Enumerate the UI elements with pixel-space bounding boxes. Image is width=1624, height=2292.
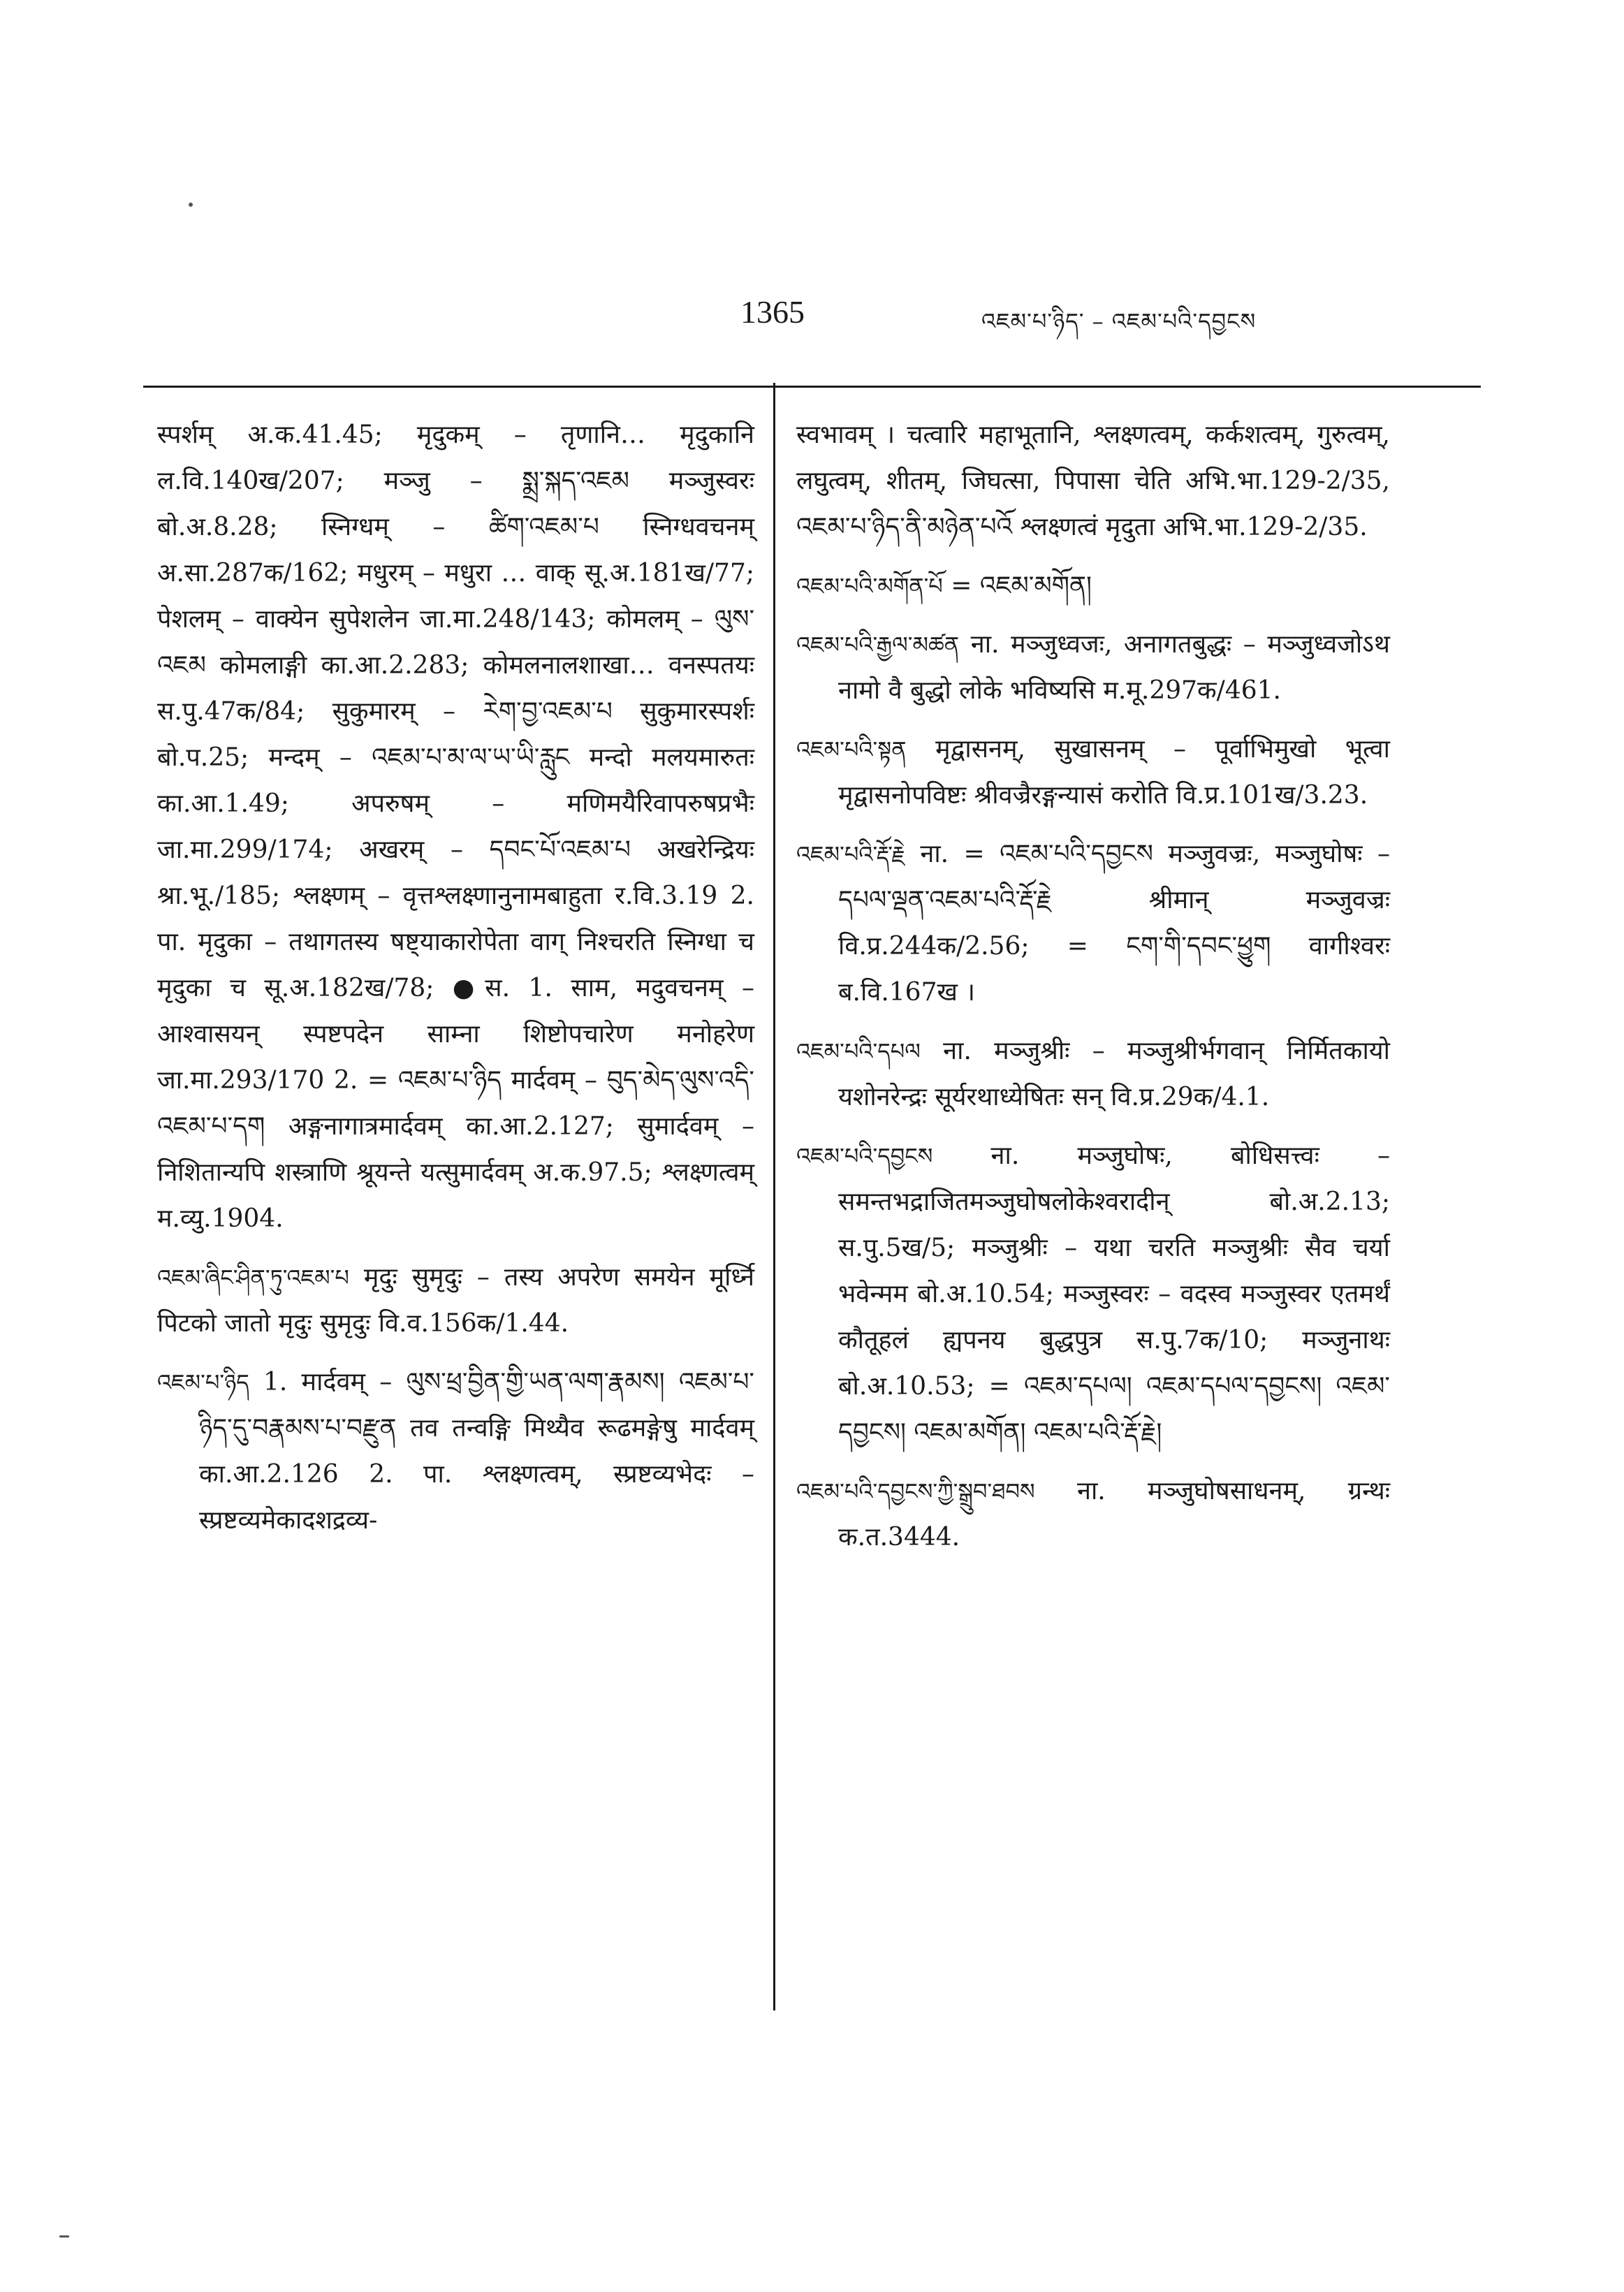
- entry-ajam-pai-dbyangs-sgrub-thabs: [796, 1468, 1390, 1561]
- entry-ajam-pai-dbyangs: [796, 1133, 1390, 1456]
- entry-ajam-pa-nyid: [157, 1359, 754, 1544]
- headword: འཇམ་པའི་དཔལ: [796, 1038, 921, 1065]
- running-head: འཇམ་པ་ཉིད་ – འཇམ་པའི་དབྱངས: [981, 308, 1257, 335]
- headword: འཇམ་པ་ཉིད: [157, 1369, 249, 1396]
- right-column: [796, 412, 1390, 1573]
- definition: ना. मञ्जुश्रीः – मञ्जुश्रीर्भगवान् निर्मितकायो यशोनरेन्द्रः सूर्यरथाध्येषितः सन् वि.प्र.29क/4.1.: [838, 1037, 1390, 1111]
- entry-ajam-pai-dpal: [796, 1028, 1390, 1121]
- entry-ajam-pai-rdo-rje: [796, 831, 1390, 1016]
- entry-continuation-left: स्पर्शम् अ.क.41.45; मृदुकम् – तृणानि… मृदुकानि ल.वि.140ख/207; मञ्जु – སྨྲ་སྐད་འཇམ मञ्जुस्वरः बो.अ.8.28; स्निग्धम् – ཚིག་འཇམ་པ स्निग्धवचनम् अ.सा.287क/162; मधुरम् – मधुरा … वाक् सू.अ.181ख/77; पेशलम् – वाक्येन सुपेशलेन जा.मा.248/143; कोमलम् – ལུས་འཇམ कोमलाङ्गी का.आ.2.283; कोमलनालशाखा… वनस्पतयः स.पु.47क/84; सुकुमारम् – རེག་བྱ་འཇམ་པ सुकुमारस्पर्शः बो.प.25; मन्दम् – འཇམ་པ་མ་ལ་ཡ་ཡི་རླུང मन्दो मलयमारुतः का.आ.1.49; अपरुषम् – मणिमयैरिवापरुषप्रभैः जा.मा.299/174; अखरम् – དབང་པོ་འཇམ་པ अखरेन्द्रियः श्रा.भू./185; श्लक्ष्णम् – वृत्तश्लक्ष्णानुनामबाहुता र.वि.3.19 2. पा. मृदुका – तथागतस्य षष्ट्याकारोपेता वाग् निश्चरति स्निग्धा च मृदुका च सू.अ.182ख/78; ●स. 1. साम, मदुवचनम् – आश्वासयन् स्पष्टपदेन साम्ना शिष्टोपचारेण मनोहरेण जा.मा.293/170 2. = འཇམ་པ་ཉིད मार्दवम् – བུད་མེད་ལུས་འདི་འཇམ་པ་དག अङ्गनागात्रमार्दवम् का.आ.2.127; सुमार्दवम् – निशितान्यपि शस्त्राणि श्रूयन्ते यत्सुमार्दवम् अ.क.97.5; श्लक्ष्णत्वम् म.व्यु.1904.: [157, 421, 755, 1233]
- entry-continuation-right: स्वभावम् । चत्वारि महाभूतानि, श्लक्ष्णत्वम्, कर्कशत्वम्, गुरुत्वम्, लघुत्वम्, शीतम्, जिघत्सा, पिपासा चेति अभि.भा.129-2/35, འཇམ་པ་ཉིད་ནི་མཉེན་པའོ श्लक्ष्णत्वं मृदुता अभि.भा.129-2/35.: [796, 421, 1390, 541]
- entry-ajam-pai-mgon-po: [796, 563, 1390, 609]
- column-divider: [773, 383, 775, 2010]
- definition: मृदुः सुमृदुः – तस्य अपरेण समयेन मूर्ध्नि पिटको जातो मृदुः सुमृदुः वि.व.156क/1.44.: [157, 1263, 754, 1338]
- headword: འཇམ་པའི་དབྱངས: [796, 1143, 933, 1169]
- headword: འཇམ་ཞིང་ཤིན་ཏུ་འཇམ་པ: [157, 1264, 349, 1291]
- headword: འཇམ་པའི་མགོན་པོ: [796, 573, 943, 599]
- stray-mark-bottom: [59, 2235, 69, 2238]
- definition: ना. मञ्जुघोषः, बोधिसत्त्वः – समन्तभद्राजितमञ्जुघोषलोकेश्वरादीन् बो.अ.2.13; स.पु.5ख/5; मञ्जुश्रीः – यथा चरति मञ्जुश्रीः सैव चर्या भवेन्मम बो.अ.10.54; मञ्जुस्वरः – वदस्व मञ्जुस्वर एतमर्थं कौतूहलं ह्यपनय बुद्धपुत्र स.पु.7क/10; मञ्जुनाथः बो.अ.10.53; = འཇམ་དཔལ། འཇམ་དཔལ་དབྱངས། འཇམ་དབྱངས། འཇམ་མགོན། འཇམ་པའི་རྡོ་རྗེ།: [838, 1141, 1390, 1447]
- definition: 1. मार्दवम् – ལུས་ཕྲ་བྱིན་གྱི་ཡན་ལག་རྣམས། འཇམ་པ་ཉིད་དུ་བརྣམས་པ་བརྫུན तव तन्वङ्गि मिथ्यैव रूढमङ्गेषु मार्दवम् का.आ.2.126 2. पा. श्लक्ष्णत्वम्, स्प्रष्टव्यभेदः – स्प्रष्टव्यमेकादशद्रव्य-: [199, 1368, 754, 1535]
- page-number: 1365: [740, 294, 805, 330]
- definition: ना. मञ्जुघोषसाधनम्, ग्रन्थः क.त.3444.: [838, 1477, 1390, 1552]
- headword: འཇམ་པའི་རྒྱལ་མཚན: [796, 632, 960, 658]
- left-column: [157, 412, 754, 1556]
- entry-ajam-zhing: [157, 1255, 754, 1347]
- definition: ना. = འཇམ་པའི་དབྱངས मञ्जुवज्रः, मञ्जुघोषः – དཔལ་ལྡན་འཇམ་པའི་རྡོ་རྗེ श्रीमान् मञ्जुवज्रः वि.प्र.244क/2.56; = ངག་གི་དབང་ཕྱུག वागीश्वरः ब.वि.167ख ।: [838, 840, 1390, 1007]
- headword: འཇམ་པའི་རྡོ་རྗེ: [796, 841, 905, 868]
- headword: འཇམ་པའི་སྟན: [796, 736, 907, 763]
- stray-mark-top: [189, 203, 193, 207]
- definition: मृद्वासनम्, सुखासनम् – पूर्वाभिमुखो भूत्वा मृद्वासनोपविष्टः श्रीवज्रैरङ्गन्यासं करोति वि.प्र.101ख/3.23.: [838, 735, 1390, 810]
- entry-ajam-pai-stan: [796, 727, 1390, 819]
- definition: = འཇམ་མགོན།: [951, 571, 1092, 600]
- headword: འཇམ་པའི་དབྱངས་ཀྱི་སྒྲུབ་ཐབས: [796, 1478, 1035, 1505]
- definition: ना. मञ्जुध्वजः, अनागतबुद्धः – मञ्जुध्वजोऽथ नामो वै बुद्धो लोके भविष्यसि म.मू.297क/461.: [838, 630, 1390, 705]
- entry-ajam-pai-rgyal-mtshan: [796, 622, 1390, 714]
- header-rule: [143, 386, 1481, 388]
